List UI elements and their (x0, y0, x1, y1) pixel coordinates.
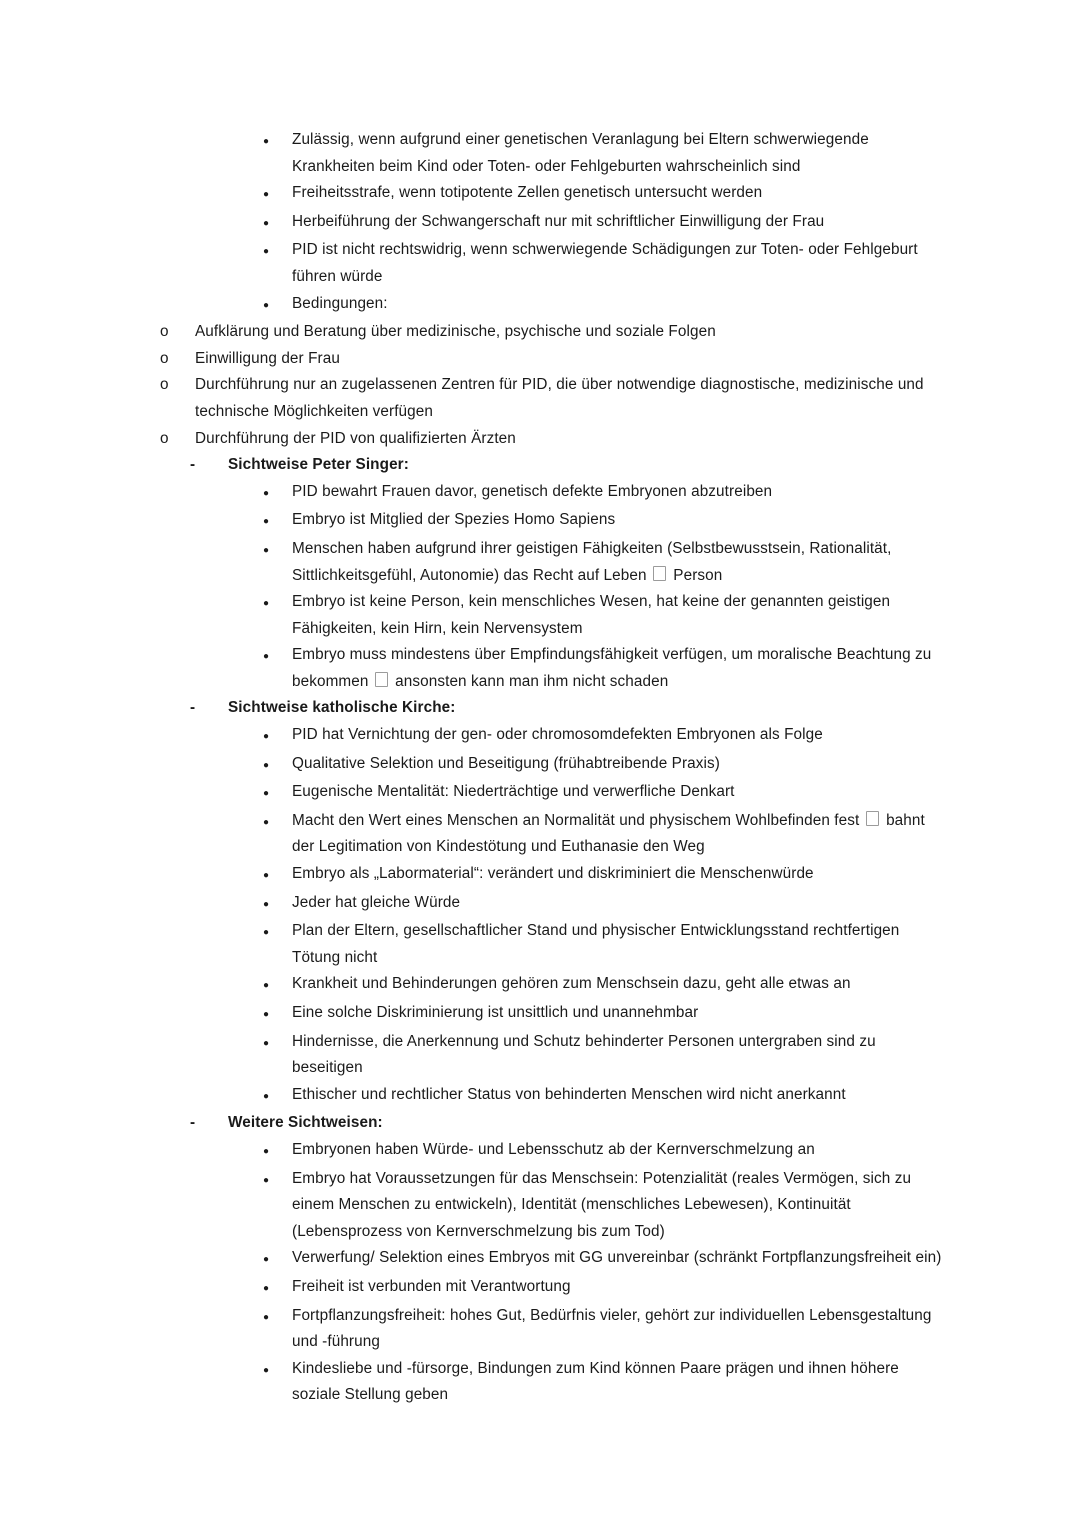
list-item-text: Embryo ist keine Person, kein menschliches Wesen, hat keine der genannten geistigen Fähigkeiten, kein Hirn, kein Nervensystem (292, 593, 891, 637)
list-item-text: Bedingungen: (292, 294, 388, 312)
dash-bullet-icon: - (190, 456, 196, 474)
bullet-icon: ● (263, 1254, 270, 1266)
list-item-text: PID hat Vernichtung der gen- oder chromosomdefekten Embryonen als Folge (292, 726, 823, 744)
list-item-text: Embryo ist Mitglied der Spezies Homo Sapiens (292, 511, 616, 529)
bullet-icon: ● (263, 980, 270, 992)
list-item-text: Hindernisse, die Anerkennung und Schutz behinderter Personen untergraben sind zu beseitigen (292, 1032, 876, 1077)
list-item-text: Sichtweise katholische Kirche: (228, 699, 456, 717)
list-item (0, 808, 950, 861)
list-item (0, 1303, 950, 1356)
bullet-icon: ● (263, 759, 270, 771)
list-item (0, 861, 950, 890)
list-item (0, 536, 950, 589)
list-item-text: Ethischer und rechtlicher Status von behinderten Menschen wird nicht anerkannt (292, 1085, 846, 1103)
list-item (0, 751, 950, 780)
bullet-icon: ● (263, 1090, 270, 1102)
list-item (0, 971, 950, 1000)
bullet-icon: ● (263, 1174, 270, 1186)
list-item (0, 426, 950, 453)
list-item (0, 237, 950, 290)
list-item-text: Freiheitsstrafe, wenn totipotente Zellen genetisch untersucht werden (292, 184, 763, 202)
bullet-icon: ● (263, 598, 270, 610)
list-item (0, 1110, 950, 1137)
list-item (0, 291, 950, 320)
bullet-icon: ● (263, 1282, 270, 1294)
bullet-icon: ● (263, 487, 270, 499)
list-item-text: Krankheit und Behinderungen gehören zum Menschsein dazu, geht alle etwas an (292, 975, 851, 993)
missing-glyph-box (866, 811, 879, 826)
bullet-icon: ● (263, 788, 270, 800)
list-item (0, 1274, 950, 1303)
missing-glyph-box (653, 566, 666, 581)
bullet-icon: ● (263, 816, 270, 828)
list-item-text: Herbeiführung der Schwangerschaft nur mit schriftlicher Einwilligung der Frau (292, 212, 825, 230)
list-item (0, 346, 950, 373)
list-item (0, 642, 950, 695)
list-item-text: Eine solche Diskriminierung ist unsittlich und unannehmbar (292, 1004, 699, 1021)
list-item (0, 180, 950, 209)
list-item (0, 1000, 950, 1029)
bullet-icon: ● (263, 731, 270, 743)
circle-bullet-icon: o (160, 429, 169, 447)
list-item (0, 1137, 950, 1166)
list-item (0, 1029, 950, 1082)
list-item-text: PID bewahrt Frauen davor, genetisch defekte Embryonen abzutreiben (292, 482, 773, 500)
bullet-icon: ● (263, 1009, 270, 1020)
list-item-text: Zulässig, wenn aufgrund einer genetischen Veranlagung bei Eltern schwerwiegende Krankheiten beim Kind oder Toten- oder Fehlgeburten wahrscheinlich sind (292, 131, 869, 175)
list-item (0, 479, 950, 508)
list-item (0, 319, 950, 346)
list-item-text: Embryo als „Labormaterial“: verändert und diskriminiert die Menschenwürde (292, 865, 814, 883)
list-item-text: Verwerfung/ Selektion eines Embryos mit GG unvereinbar (schränkt Fortpflanzungsfreiheit ein) (292, 1249, 942, 1267)
list-item-text: Embryo hat Voraussetzungen für das Menschsein: Potenzialität (reales Vermögen, sich zu einem Menschen zu entwickeln), Identität (menschliches Lebewesen), Kontinuität (Lebensprozess von Kernverschmelzung bis zum Tod) (292, 1169, 912, 1240)
circle-bullet-icon: o (160, 376, 169, 394)
list-item-text: Qualitative Selektion und Beseitigung (frühabtreibende Praxis) (292, 754, 720, 772)
list-item (0, 695, 950, 722)
dash-bullet-icon: - (190, 699, 196, 717)
list-item-text: Jeder hat gleiche Würde (292, 893, 461, 911)
list-item (0, 1356, 950, 1409)
list-item-text: Eugenische Mentalität: Niederträchtige und verwerfliche Denkart (292, 783, 735, 801)
list-item-text: Menschen haben aufgrund ihrer geistigen Fähigkeiten (Selbstbewusstsein, Rationalität, Sittlichkeitsgefühl, Autonomie) das Recht auf Leben Person (292, 539, 892, 584)
list-item (0, 1166, 950, 1246)
list-item (0, 779, 950, 808)
bullet-icon: ● (263, 299, 270, 311)
missing-glyph-box (375, 672, 388, 687)
list-item-text: Sichtweise Peter Singer: (228, 456, 409, 474)
bullet-icon: ● (263, 1311, 270, 1323)
list-item (0, 127, 950, 180)
bullet-icon: ● (263, 516, 270, 528)
list-item (0, 890, 950, 919)
list-item (0, 372, 950, 425)
list-item-text: Embryo muss mindestens über Empfindungsfähigkeit verfügen, um moralische Beachtung zu bekommen ansonsten kann man ihm nicht schaden (292, 646, 932, 690)
dash-bullet-icon: - (190, 1114, 196, 1132)
list-item-text: Embryonen haben Würde- und Lebensschutz ab der Kernverschmelzung an (292, 1140, 815, 1158)
list-item-text: Einwilligung der Frau (195, 349, 340, 367)
bullet-icon: ● (263, 1145, 270, 1157)
bullet-icon: ● (263, 1364, 270, 1376)
list-item-text: Durchführung nur an zugelassenen Zentren für PID, die über notwendige diagnostische, medizinische und technische Möglichkeiten verfügen (195, 376, 924, 420)
list-item (0, 1245, 950, 1274)
list-item (0, 507, 950, 536)
list-item-text: PID ist nicht rechtswidrig, wenn schwerwiegende Schädigungen zur Toten- oder Fehlgeburt führen würde (292, 241, 918, 285)
list-item-text: Weitere Sichtweisen: (228, 1114, 383, 1132)
bullet-icon: ● (263, 189, 270, 201)
list-item (0, 1082, 950, 1111)
bullet-icon: ● (263, 870, 270, 882)
list-item (0, 452, 950, 479)
bullet-icon: ● (263, 1037, 270, 1049)
bullet-icon: ● (263, 898, 270, 910)
list-item-text: Fortpflanzungsfreiheit: hohes Gut, Bedürfnis vieler, gehört zur individuellen Lebensgestaltung und -führung (292, 1306, 932, 1351)
list-item (0, 589, 950, 642)
list-item (0, 918, 950, 971)
bullet-icon: ● (263, 927, 270, 939)
list-item-text: Plan der Eltern, gesellschaftlicher Stand und physischer Entwicklungsstand rechtfertigen Tötung nicht (292, 922, 900, 966)
circle-bullet-icon: o (160, 323, 169, 341)
list-item-text: Aufklärung und Beratung über medizinische, psychische und soziale Folgen (195, 323, 716, 341)
list-item-text: Durchführung der PID von qualifizierten Ärzten (195, 429, 516, 447)
bullet-icon: ● (263, 217, 270, 229)
bullet-icon: ● (263, 544, 270, 556)
bullet-icon: ● (263, 246, 270, 258)
list-item (0, 209, 950, 238)
list-item-text: Freiheit ist verbunden mit Verantwortung (292, 1277, 571, 1295)
list-item (0, 722, 950, 751)
bullet-icon: ● (263, 651, 270, 663)
list-item-text: Macht den Wert eines Menschen an Normalität und physischem Wohlbefinden fest bahnt der Legitimation von Kindestötung und Euthanasie den Weg (292, 811, 925, 856)
circle-bullet-icon: o (160, 349, 169, 367)
bullet-icon: ● (263, 136, 270, 147)
list-item-text: Kindesliebe und -fürsorge, Bindungen zum Kind können Paare prägen und ihnen höhere soziale Stellung geben (292, 1359, 899, 1404)
